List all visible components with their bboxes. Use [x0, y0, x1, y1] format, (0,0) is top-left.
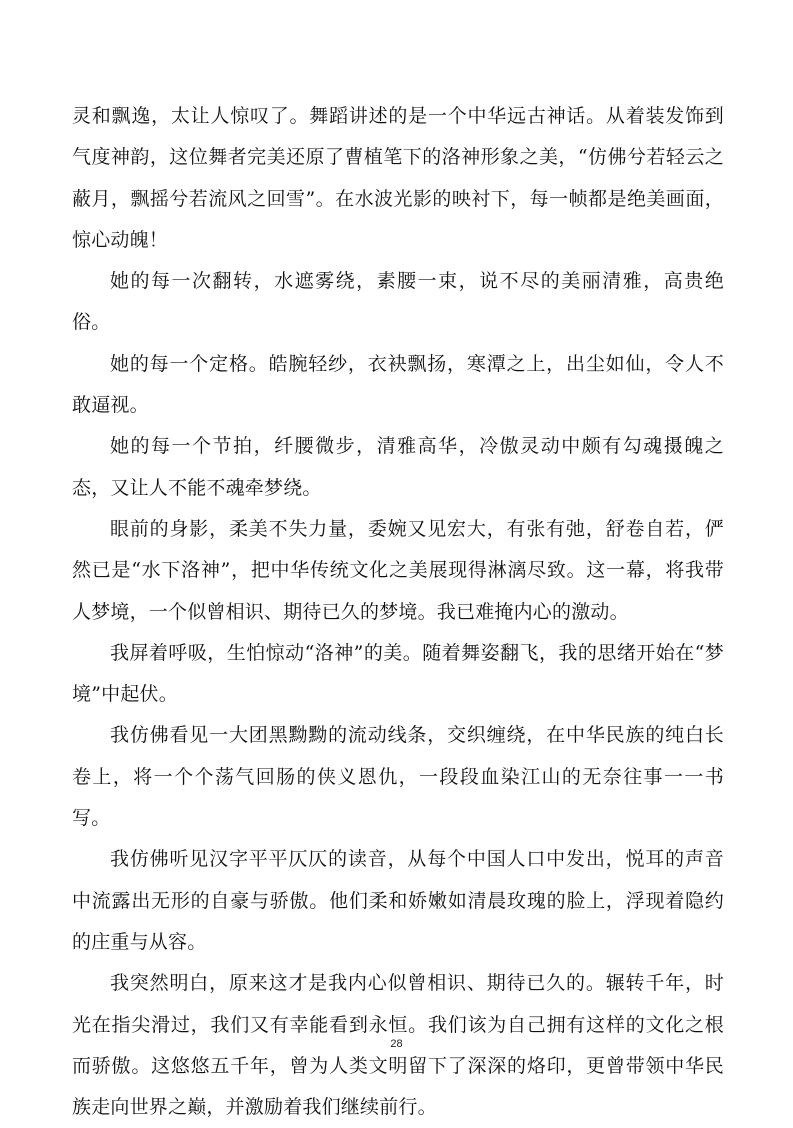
paragraph: 我屏着呼吸，生怕惊动“洛神”的美。随着舞姿翻飞，我的思绪开始在“梦境”中起伏。	[72, 641, 724, 706]
paragraph: 她的每一次翻转，水遮雾绕，素腰一束，说不尽的美丽清雅，高贵绝俗。	[72, 270, 724, 334]
paragraph: 眼前的身影，柔美不失力量，委婉又见宏大，有张有弛，舒卷自若，俨然已是“水下洛神”，把中华传统文化之美展现得淋漓尽致。这一幕，将我带人梦境，一个似曾相识、期待已久的梦境。我已难掩内心的激动。	[72, 517, 724, 623]
paragraph-continued: 灵和飘逸，太让人惊叹了。舞蹈讲述的是一个中华远古神话。从着装发饰到气度神韵，这位舞者完美还原了曹植笔下的洛神形象之美，“仿佛兮若轻云之蔽月，飘摇兮若流风之回雪”。在水波光影的映衬下，每一帧都是绝美画面，惊心动魄！	[72, 105, 724, 251]
paragraph: 我仿佛看见一大团黑黝黝的流动线条，交织缠绕，在中华民族的纯白长卷上，将一个个荡气回肠的侠义恩仇，一段段血染江山的无奈往事一一书写。	[72, 724, 724, 830]
paragraph: 我仿佛听见汉字平平仄仄的读音，从每个中国人口中发出，悦耳的声音中流露出无形的自豪与骄傲。他们柔和娇嫩如清晨玫瑰的脸上，浮现着隐约的庄重与从容。	[72, 848, 724, 953]
paragraph: 我突然明白，原来这才是我内心似曾相识、期待已久的。辗转千年，时光在指尖滑过，我们又有幸能看到永恒。我们该为自己拥有这样的文化之根而骄傲。这悠悠五千年，曾为人类文明留下了深深的烙印，更曾带领中华民族走向世界之巅，并激励着我们继续前行。	[72, 972, 724, 1119]
body-text	[72, 96, 724, 1128]
paragraph: 她的每一个定格。皓腕轻纱，衣袂飘扬，寒潭之上，出尘如仙，令人不敢逼视。	[72, 352, 724, 417]
paragraph: 她的每一个节拍，纤腰微步，清雅高华，冷傲灵动中颇有勾魂摄魄之态，又让人不能不魂牵梦绕。	[72, 435, 724, 499]
page-number: 28	[390, 1038, 403, 1050]
